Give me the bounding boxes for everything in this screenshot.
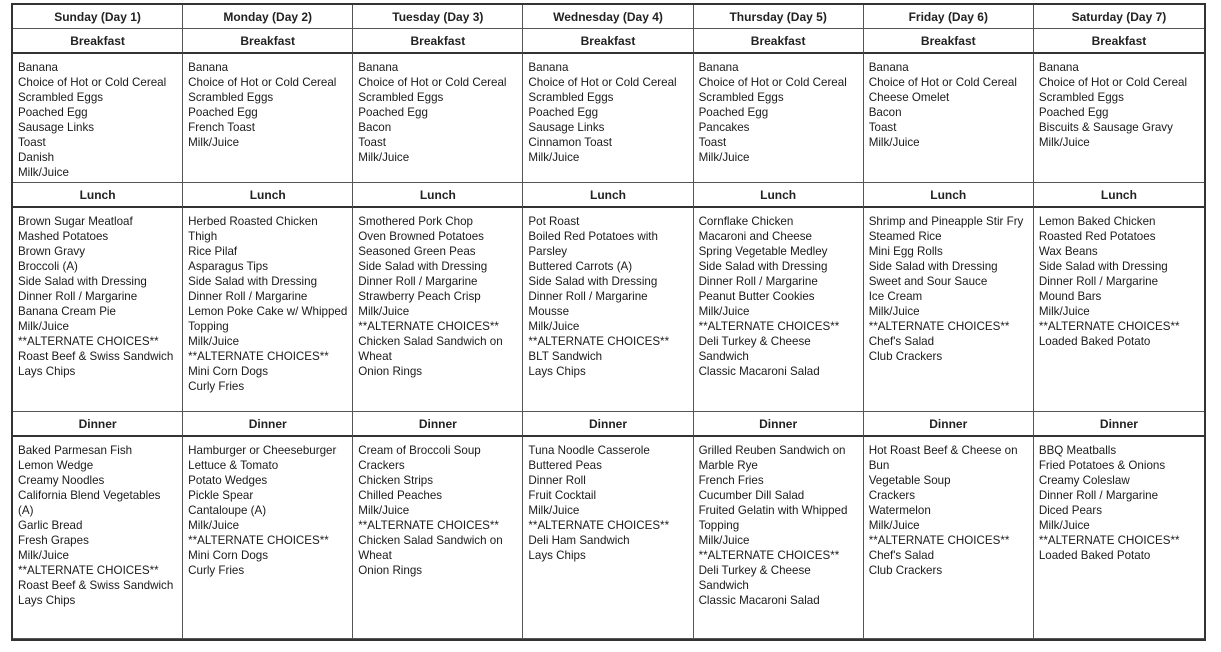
menu-item: **ALTERNATE CHOICES** [18,335,159,348]
lunch-header: Lunch [523,183,693,208]
menu-item: Sausage Links [18,121,95,134]
menu-item: French Toast [188,121,255,134]
breakfast-items [13,54,183,183]
day-header: Saturday (Day 7) [1034,5,1204,29]
menu-item: French Fries [698,474,764,487]
menu-item: Brown Sugar Meatloaf [18,215,133,228]
menu-item: Banana [358,61,399,74]
menu-item: Diced Pears [1038,504,1102,517]
menu-item: Peanut Butter Cookies [698,290,815,303]
menu-item: Choice of Hot or Cold Cereal [188,76,337,89]
menu-item: Steamed Rice [868,230,942,243]
breakfast-items [1034,54,1204,183]
menu-item: Milk/Juice [868,136,920,149]
dinner-items [1034,437,1204,639]
menu-item: Loaded Baked Potato [1038,335,1151,348]
menu-item: Side Salad with Dressing [868,260,998,273]
menu-item: Lays Chips [18,365,76,378]
menu-item: Side Salad with Dressing [18,275,147,288]
menu-item: Mini Corn Dogs [188,365,269,378]
menu-item: Milk/Juice [358,504,410,517]
dinner-header: Dinner [864,412,1034,437]
menu-item: Herbed Roasted Chicken Thigh [188,215,318,243]
menu-item: Mound Bars [1038,290,1102,303]
menu-item: Choice of Hot or Cold Cereal [1038,76,1188,89]
lunch-items [1034,208,1204,412]
menu-item: Broccoli (A) [18,260,78,273]
menu-item: Creamy Coleslaw [1038,474,1130,487]
menu-item: Classic Macaroni Salad [698,594,820,607]
menu-item: Choice of Hot or Cold Cereal [528,76,677,89]
menu-item: Milk/Juice [868,519,920,532]
menu-item: **ALTERNATE CHOICES** [188,534,329,547]
menu-item: Roast Beef & Swiss Sandwich [18,350,174,363]
day-header: Sunday (Day 1) [13,5,183,29]
menu-item: Deli Turkey & Cheese Sandwich [698,564,811,592]
menu-item: **ALTERNATE CHOICES** [698,549,840,562]
menu-item: Tuna Noodle Casserole [528,444,650,457]
menu-item: Baked Parmesan Fish [18,444,133,457]
menu-item: Milk/Juice [1038,519,1090,532]
menu-item: Chef's Salad [868,549,935,562]
menu-item: Club Crackers [868,564,943,577]
menu-item: Dinner Roll / Margarine [1038,489,1159,502]
dinner-items [864,437,1034,639]
menu-item: Milk/Juice [358,305,410,318]
menu-item: Cornflake Chicken [698,215,794,228]
dinner-items [694,437,864,639]
menu-item: Cinnamon Toast [528,136,612,149]
menu-item: Milk/Juice [18,549,69,562]
menu-item: Poached Egg [188,106,258,119]
menu-item: **ALTERNATE CHOICES** [1038,534,1180,547]
menu-item: Choice of Hot or Cold Cereal [698,76,847,89]
dinner-header: Dinner [1034,412,1204,437]
menu-item: Asparagus Tips [188,260,269,273]
menu-item: Scrambled Eggs [698,91,784,104]
menu-item: Lemon Poke Cake w/ Whipped Topping [188,305,348,333]
lunch-items [694,208,864,412]
menu-item: Fresh Grapes [18,534,89,547]
menu-item: Side Salad with Dressing [358,260,488,273]
menu-item: Sweet and Sour Sauce [868,275,988,288]
menu-item: Fried Potatoes & Onions [1038,459,1166,472]
menu-item: Milk/Juice [18,320,69,333]
menu-item: Toast [868,121,897,134]
menu-item: Toast [18,136,46,149]
breakfast-items [353,54,523,183]
menu-item: Dinner Roll / Margarine [528,290,648,303]
menu-item: Cucumber Dill Salad [698,489,805,502]
menu-item: Scrambled Eggs [18,91,104,104]
menu-item: Milk/Juice [1038,136,1090,149]
menu-item: Side Salad with Dressing [698,260,828,273]
menu-item: Lemon Baked Chicken [1038,215,1156,228]
menu-item: Milk/Juice [528,151,580,164]
menu-item: Loaded Baked Potato [1038,549,1151,562]
menu-item: Dinner Roll / Margarine [358,275,478,288]
menu-item: Mini Egg Rolls [868,245,943,258]
menu-item: Mousse [528,305,570,318]
menu-item: Garlic Bread [18,519,83,532]
day-header: Friday (Day 6) [864,5,1034,29]
menu-item: Mini Corn Dogs [188,549,269,562]
menu-item: Side Salad with Dressing [1038,260,1168,273]
menu-item: Lays Chips [528,549,586,562]
menu-item: Creamy Noodles [18,474,105,487]
menu-item: Potato Wedges [188,474,268,487]
menu-item: Chicken Salad Sandwich on Wheat [358,534,503,562]
dinner-items [183,437,353,639]
menu-item: Chef's Salad [868,335,935,348]
menu-item: Crackers [358,459,405,472]
menu-item: Wax Beans [1038,245,1098,258]
menu-item: Banana [18,61,58,74]
menu-item: Toast [358,136,386,149]
menu-item: Banana [188,61,229,74]
menu-item: Banana [868,61,909,74]
lunch-header: Lunch [864,183,1034,208]
menu-item: Bacon [868,106,902,119]
menu-item: **ALTERNATE CHOICES** [1038,320,1180,333]
menu-item: Chicken Salad Sandwich on Wheat [358,335,503,363]
lunch-items [353,208,523,412]
lunch-header: Lunch [1034,183,1204,208]
menu-item: Milk/Juice [698,151,750,164]
weekly-menu-table [11,3,1206,641]
day-header: Tuesday (Day 3) [353,5,523,29]
menu-item: Smothered Pork Chop [358,215,473,228]
menu-item: Vegetable Soup [868,474,951,487]
menu-item: Milk/Juice [528,504,580,517]
menu-item: Banana Cream Pie [18,305,116,318]
menu-item: Lays Chips [528,365,586,378]
menu-item: Roast Beef & Swiss Sandwich [18,579,174,592]
menu-item: Biscuits & Sausage Gravy [1038,121,1173,134]
dinner-header: Dinner [523,412,693,437]
day-header: Monday (Day 2) [183,5,353,29]
menu-item: Milk/Juice [698,534,750,547]
breakfast-header: Breakfast [183,29,353,54]
menu-item: Pancakes [698,121,750,134]
menu-item: **ALTERNATE CHOICES** [528,335,670,348]
menu-item: **ALTERNATE CHOICES** [868,320,1010,333]
menu-item: Milk/Juice [188,335,240,348]
menu-item: Boiled Red Potatoes with Parsley [528,230,658,258]
menu-item: Dinner Roll [528,474,586,487]
menu-item: Dinner Roll / Margarine [698,275,818,288]
lunch-header: Lunch [694,183,864,208]
lunch-items [183,208,353,412]
menu-item: Milk/Juice [528,320,580,333]
menu-item: Danish [18,151,55,164]
breakfast-header: Breakfast [523,29,693,54]
menu-item: Crackers [868,489,916,502]
menu-item: Side Salad with Dressing [188,275,318,288]
menu-item: Milk/Juice [1038,305,1090,318]
menu-item: Milk/Juice [18,166,69,179]
menu-item: Oven Browned Potatoes [358,230,484,243]
menu-item: **ALTERNATE CHOICES** [188,350,329,363]
menu-item: Scrambled Eggs [358,91,444,104]
lunch-items [864,208,1034,412]
menu-item: Hot Roast Beef & Cheese on Bun [868,444,1018,472]
menu-item: Chilled Peaches [358,489,443,502]
menu-item: Onion Rings [358,564,423,577]
menu-item: Classic Macaroni Salad [698,365,820,378]
menu-item: Seasoned Green Peas [358,245,476,258]
menu-item: Poached Egg [1038,106,1109,119]
menu-item: Strawberry Peach Crisp [358,290,481,303]
menu-item: Roasted Red Potatoes [1038,230,1156,243]
lunch-header: Lunch [353,183,523,208]
dinner-header: Dinner [694,412,864,437]
menu-item: Cheese Omelet [868,91,950,104]
menu-item: Dinner Roll / Margarine [18,290,138,303]
menu-item: **ALTERNATE CHOICES** [868,534,1010,547]
day-header: Wednesday (Day 4) [523,5,693,29]
menu-item: Choice of Hot or Cold Cereal [868,76,1017,89]
menu-item: Milk/Juice [358,151,410,164]
menu-item: Scrambled Eggs [188,91,274,104]
breakfast-items [864,54,1034,183]
lunch-header: Lunch [13,183,183,208]
menu-item: Curly Fries [188,564,245,577]
menu-item: **ALTERNATE CHOICES** [358,519,499,532]
menu-item: Cream of Broccoli Soup [358,444,481,457]
menu-item: Banana [528,61,569,74]
menu-item: Pickle Spear [188,489,254,502]
menu-item: Chicken Strips [358,474,434,487]
menu-item: BLT Sandwich [528,350,603,363]
menu-item: Lays Chips [18,594,76,607]
menu-item: Deli Turkey & Cheese Sandwich [698,335,811,363]
menu-item: Mashed Potatoes [18,230,109,243]
menu-item: Rice Pilaf [188,245,238,258]
menu-item: Banana [1038,61,1079,74]
menu-item: Dinner Roll / Margarine [188,290,308,303]
menu-item: Poached Egg [18,106,88,119]
lunch-items [13,208,183,412]
dinner-header: Dinner [183,412,353,437]
menu-item: Watermelon [868,504,931,517]
menu-item: Pot Roast [528,215,580,228]
dinner-items [13,437,183,639]
menu-item: Poached Egg [528,106,599,119]
menu-item: Fruited Gelatin with Whipped Topping [698,504,848,532]
menu-item: Scrambled Eggs [1038,91,1124,104]
menu-item: Banana [698,61,739,74]
menu-item: Onion Rings [358,365,423,378]
menu-item: Deli Ham Sandwich [528,534,630,547]
menu-item: Lettuce & Tomato [188,459,279,472]
menu-item: Toast [698,136,727,149]
breakfast-items [694,54,864,183]
menu-item: **ALTERNATE CHOICES** [358,320,499,333]
menu-item: Side Salad with Dressing [528,275,658,288]
breakfast-header: Breakfast [1034,29,1204,54]
lunch-header: Lunch [183,183,353,208]
menu-item: **ALTERNATE CHOICES** [18,564,159,577]
menu-item: BBQ Meatballs [1038,444,1117,457]
menu-item: Choice of Hot or Cold Cereal [18,76,167,89]
menu-item: Sausage Links [528,121,605,134]
dinner-items [523,437,693,639]
menu-item: Choice of Hot or Cold Cereal [358,76,507,89]
menu-item: Cantaloupe (A) [188,504,267,517]
dinner-header: Dinner [13,412,183,437]
breakfast-header: Breakfast [353,29,523,54]
menu-item: **ALTERNATE CHOICES** [528,519,670,532]
dinner-header: Dinner [353,412,523,437]
menu-item: Scrambled Eggs [528,91,614,104]
menu-item: Macaroni and Cheese [698,230,812,243]
menu-item: Spring Vegetable Medley [698,245,828,258]
menu-item: Club Crackers [868,350,943,363]
menu-item: Shrimp and Pineapple Stir Fry [868,215,1024,228]
menu-item: Brown Gravy [18,245,86,258]
menu-item: Buttered Peas [528,459,602,472]
menu-item: Milk/Juice [868,305,920,318]
menu-item: Buttered Carrots (A) [528,260,633,273]
day-header: Thursday (Day 5) [694,5,864,29]
menu-item: Dinner Roll / Margarine [1038,275,1159,288]
menu-item: Hamburger or Cheeseburger [188,444,337,457]
menu-item: **ALTERNATE CHOICES** [698,320,840,333]
dinner-items [353,437,523,639]
menu-item: Milk/Juice [188,136,240,149]
menu-item: California Blend Vegetables (A) [18,489,161,517]
breakfast-header: Breakfast [864,29,1034,54]
lunch-items [523,208,693,412]
menu-item: Curly Fries [188,380,245,393]
menu-item: Grilled Reuben Sandwich on Marble Rye [698,444,846,472]
menu-item: Milk/Juice [188,519,240,532]
menu-item: Bacon [358,121,392,134]
menu-item: Poached Egg [358,106,428,119]
breakfast-items [183,54,353,183]
menu-item: Milk/Juice [698,305,750,318]
menu-item: Lemon Wedge [18,459,94,472]
menu-item: Ice Cream [868,290,923,303]
menu-item: Poached Egg [698,106,769,119]
menu-item: Fruit Cocktail [528,489,597,502]
breakfast-header: Breakfast [694,29,864,54]
breakfast-header: Breakfast [13,29,183,54]
breakfast-items [523,54,693,183]
